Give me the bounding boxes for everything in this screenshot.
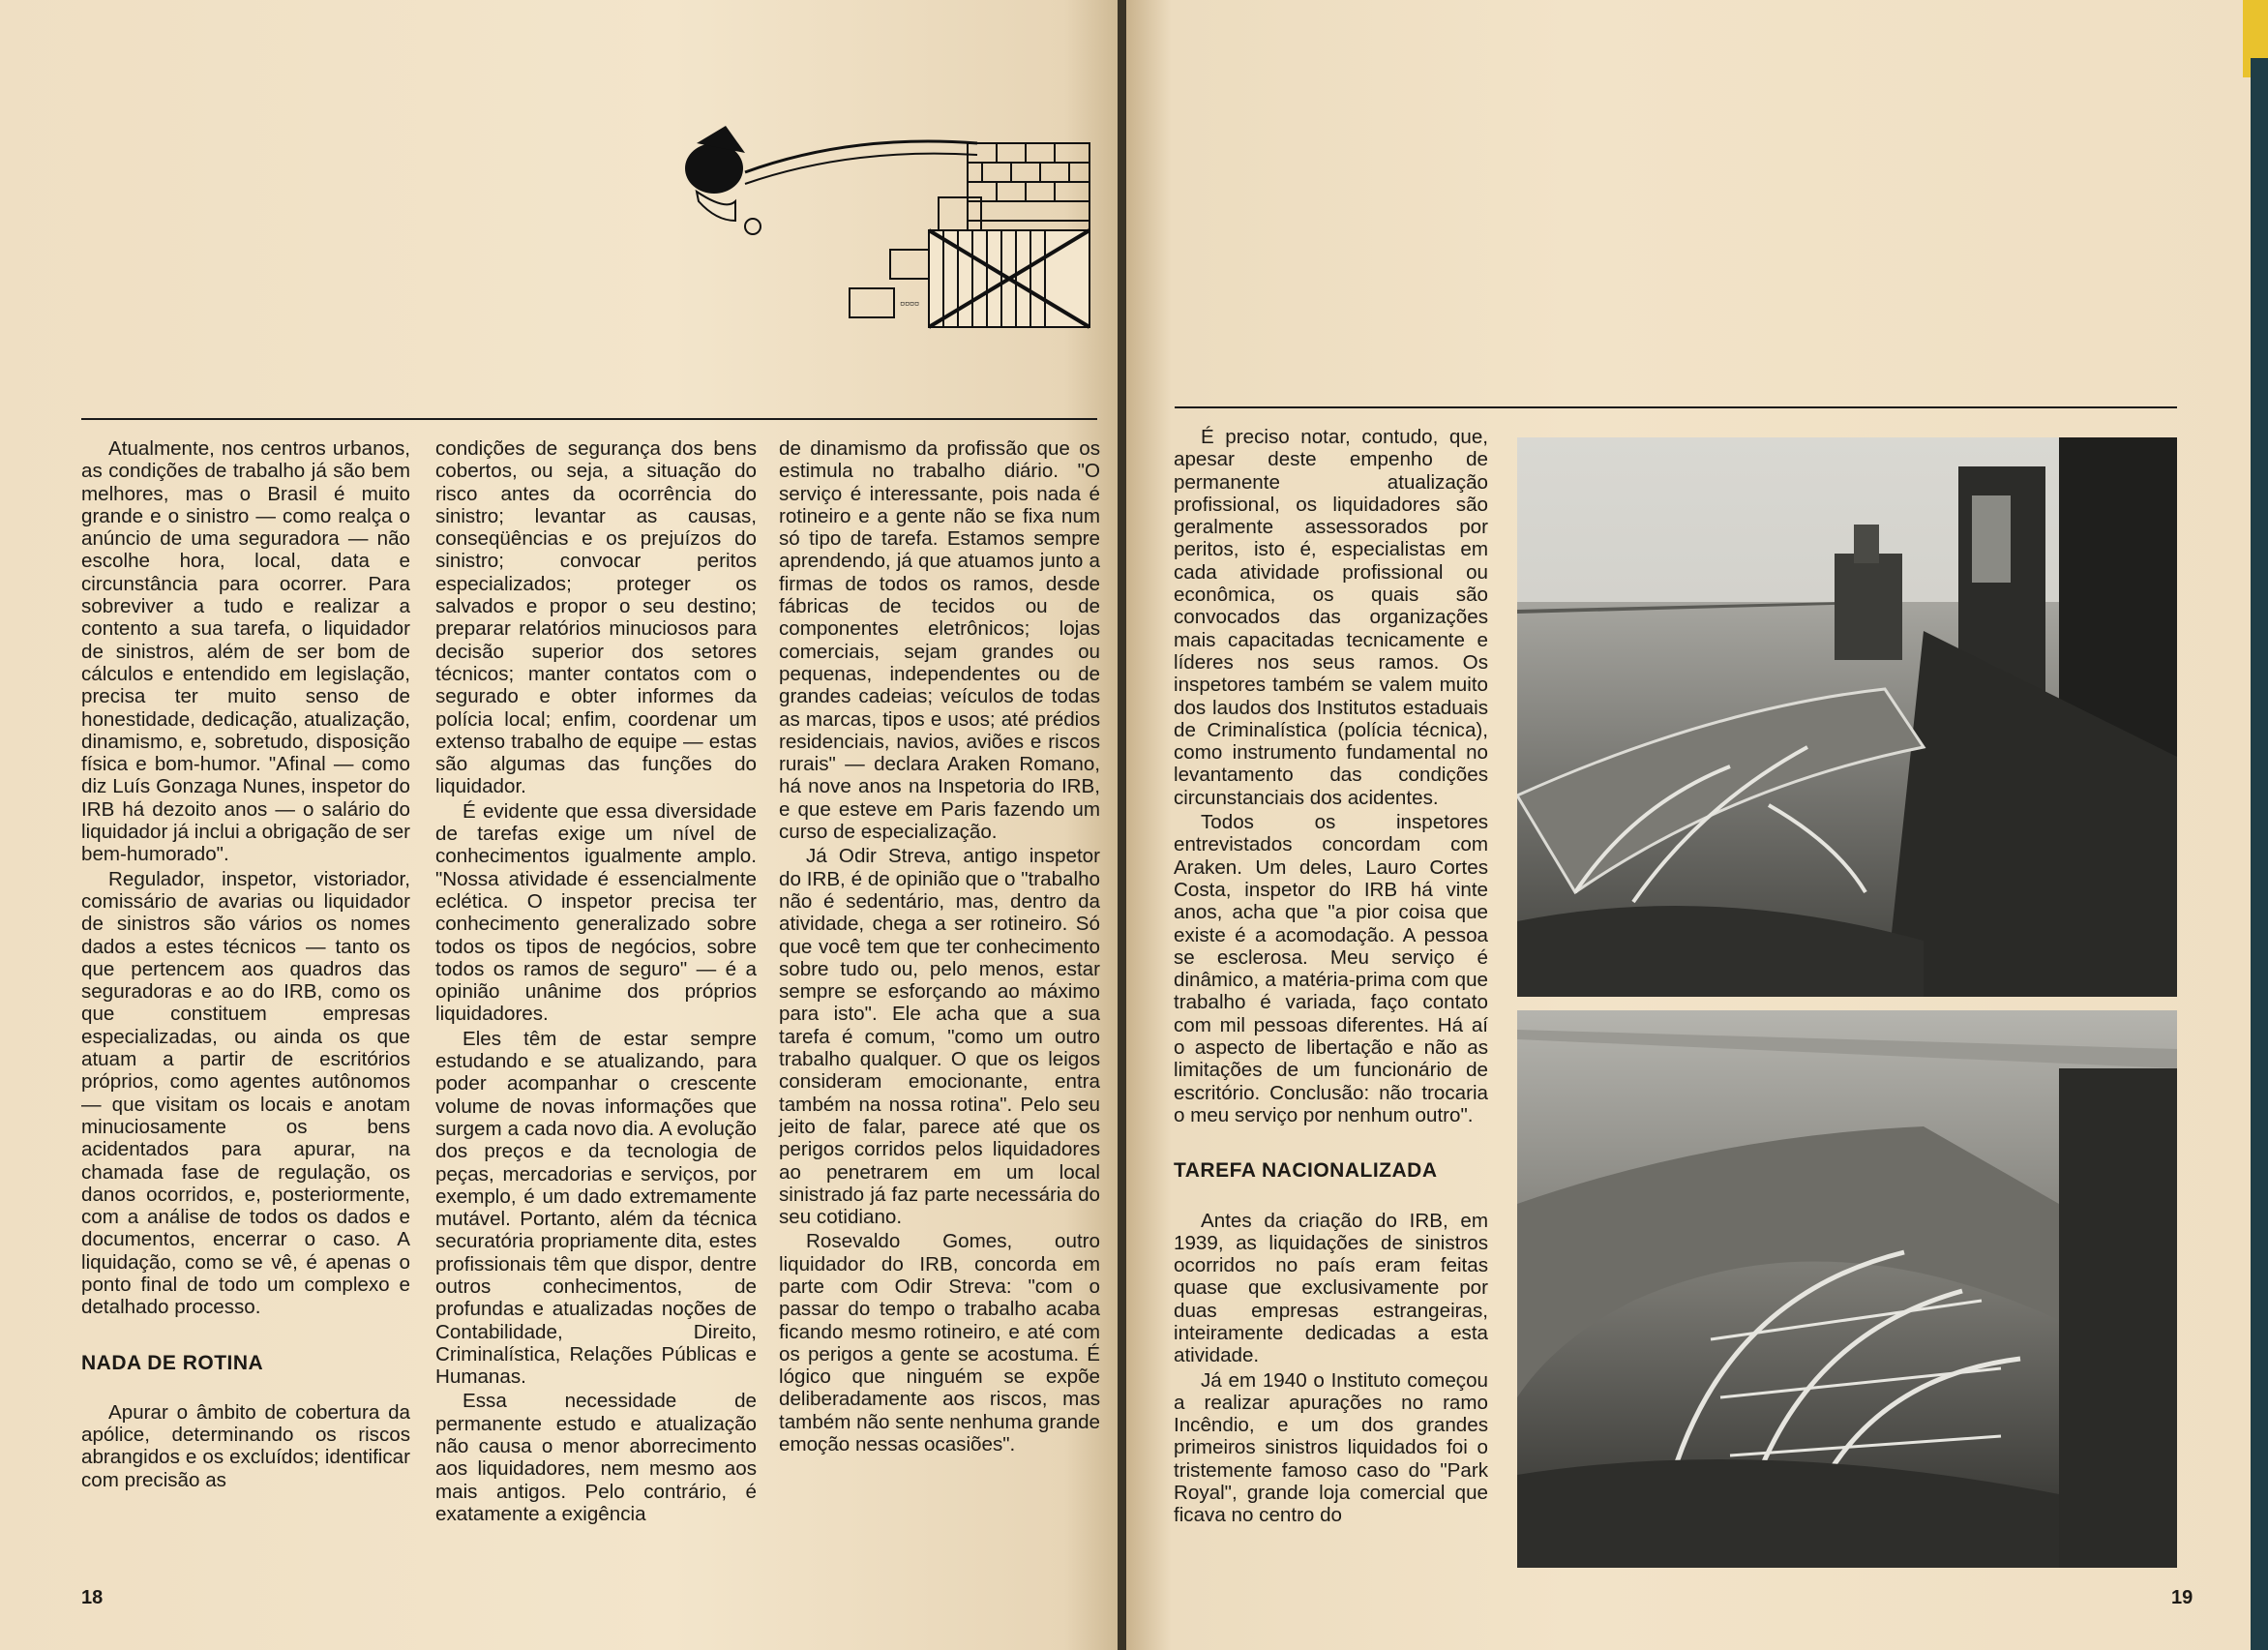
top-rule-right (1175, 406, 2177, 408)
paragraph: Apurar o âmbito de cobertura da apólice, determinando os riscos abrangidos e os excluídos; identificar com precisão as (81, 1400, 410, 1491)
top-rule-left (81, 418, 1097, 420)
paragraph: condições de segurança dos bens cobertos, ou seja, a situação do risco antes da ocorrência do sinistro; levantar as causas, conseqüências e os prejuízos do sinistro; convocar peritos especializados; proteger os salvados e propor o seu destino; preparar relatórios minuciosos para decisão superior dos setores técnicos; manter contatos com o segurado e obter informes da polícia local; enfim, coordenar um extenso trabalho de equipe — estas são algumas das funções do liquidador. (435, 437, 757, 798)
photo-wrecked-barge-dock (1517, 437, 2177, 997)
svg-text:▫▫▫▫: ▫▫▫▫ (900, 297, 919, 312)
column-1 (81, 437, 410, 1491)
photo-wrecked-hull (1517, 1010, 2177, 1568)
paragraph: Essa necessidade de permanente estudo e atualização não causa o menor aborrecimento aos liquidadores, nem mesmo aos mais antigos. Pelo contrário, é exatamente a exigência (435, 1390, 757, 1525)
paragraph: Eles têm de estar sempre estudando e se atualizando, para poder acompanhar o crescente volume de novas informações que surgem a cada novo dia. A evolução dos preços e da tecnologia de peças, mercadorias e serviços, por exemplo, é um dado extremamente mutável. Portanto, além da técnica securatória propriamente dita, estes profissionais têm que dispor, dentre outros conhecimentos, de profundas e atualizadas noções de Contabilidade, Direito, Criminalística, Relações Públicas e Humanas. (435, 1027, 757, 1389)
column-2 (435, 437, 757, 1525)
paragraph: Regulador, inspetor, vistoriador, comissário de avarias ou liquidador de sinistros são vários os nomes dados a estes técnicos — tanto os que pertencem aos quadros das seguradoras e ao do IRB, como os que constituem empresas especializadas, ou ainda os que atuam a partir de escritórios próprios, como agentes autônomos — que visitam os locais e anotam minuciosamente os bens acidentados para apurar, na chamada fase de regulação, os danos ocorridos, e, posteriormente, com a análise de todos os dados e documentos, encerrar o caso. A liquidação, como se vê, é apenas o ponto final de todo um complexo e detalhado processo. (81, 867, 410, 1319)
paragraph: Todos os inspetores entrevistados concordam com Araken. Um deles, Lauro Cortes Costa, inspetor do IRB há vinte anos, acha que "a pior coisa que existe é a acomodação. A pessoa se esclerosa. Meu serviço é dinâmico, a matéria-prima com que trabalho é variada, faço contato com mil pessoas diferentes. Há aí o aspecto de libertação e não as limitações de um funcionário de escritório. Conclusão: não trocaria o meu serviço por nenhum outro". (1174, 811, 1488, 1126)
paragraph: Antes da criação do IRB, em 1939, as liquidações de sinistros ocorridos no país eram feitas quase que exclusivamente por duas empresas estrangeiras, inteiramente dedicadas a esta atividade. (1174, 1209, 1488, 1367)
cartoon-illustration (639, 105, 1097, 343)
paragraph: Já em 1940 o Instituto começou a realizar apurações no ramo Incêndio, e um dos grandes primeiros sinistros liquidados foi o tristemente famoso caso do "Park Royal", grande loja comercial que ficava no centro do (1174, 1368, 1488, 1527)
page-number-left: 18 (81, 1587, 104, 1608)
paragraph: de dinamismo da profissão que os estimula no trabalho diário. "O serviço é interessante, pois nada é rotineiro e a gente não se fixa num só tipo de tarefa. Estamos sempre aprendendo, já que atuamos junto a firmas de todos os ramos, desde fábricas de tecidos ou de componentes eletrônicos; lojas comerciais, sejam grandes ou pequenas, independentes ou de grandes cadeias; veículos de todas as marcas, tipos e usos; até prédios residenciais, navios, aviões e riscos rurais" — declara Araken Romano, há nove anos na Inspetoria do IRB, e que esteve em Paris fazendo um curso de especialização. (779, 437, 1100, 844)
section-heading: NADA DE ROTINA (81, 1351, 264, 1374)
column-3 (779, 437, 1100, 1455)
paragraph: Já Odir Streva, antigo inspetor do IRB, é de opinião que o "trabalho não é sedentário, mas, dentro da atividade, chega a ser rotineiro. Só que você tem que ter conhecimento sobre tudo ou, pelo menos, estar sempre se esforçando ao máximo para isto". Ele acha que a sua tarefa é comum, "como um outro trabalho qualquer. O que os leigos consideram emocionante, entra também na nossa rotina". Pelo seu jeito de falar, parece até que os perigos corridos pelos liquidadores ao penetrarem em um local sinistrado já faz parte necessária do seu cotidiano. (779, 845, 1100, 1229)
section-heading: TAREFA NACIONALIZADA (1174, 1159, 1438, 1183)
left-page (0, 0, 1120, 1650)
paragraph: Atualmente, nos centros urbanos, as condições de trabalho já são bem melhores, mas o Brasil é muito grande e o sinistro — como realça o anúncio de uma seguradora — não escolhe hora, local, data e circunstância para ocorrer. Para sobreviver a tudo e realizar a contento a sua tarefa, o liquidador de sinistros, além de ser bom de cálculos e entendido em legislação, precisa ter muito senso de honestidade, dedicação, atualização, dinamismo, e, sobretudo, disposição física e bom-humor. "Afinal — como diz Luís Gonzaga Nunes, inspetor do IRB há dezoito anos — o salário do liquidador já inclui a obrigação de ser bem-humorado". (81, 437, 411, 866)
column-4 (1174, 426, 1488, 1527)
paragraph: É preciso notar, contudo, que, apesar deste empenho de permanente atualização profissional, os liquidadores são geralmente assessorados por peritos, isto é, especialistas em cada atividade profissional ou econômica, os quais são convocados das organizações mais capacitadas tecnicamente e líderes nos seus ramos. Os inspetores também se valem muito dos laudos dos Institutos estaduais de Criminalística (polícia técnica), como instrumento fundamental no levantamento das condições circunstanciais dos acidentes. (1174, 426, 1488, 809)
paragraph: Rosevaldo Gomes, outro liquidador do IRB, concorda em parte com Odir Streva: "com o passar do tempo o trabalho acaba ficando mesmo rotineiro, e até com os perigos a gente se acostuma. É lógico que ninguém se expõe deliberadamente aos riscos, mas também não sente nenhuma grande emoção nessas ocasiões". (779, 1230, 1101, 1456)
cover-edge (2251, 58, 2268, 1650)
page-number-right: 19 (2171, 1587, 2193, 1608)
paragraph: É evidente que essa diversidade de tarefas exige um nível de conhecimentos igualmente amplo. "Nossa atividade é essencialmente eclética. O inspetor precisa ter conhecimento generalizado sobre todos os tipos de negócios, sobre todos os ramos de seguro" — é a opinião unânime dos próprios liquidadores. (435, 799, 757, 1026)
